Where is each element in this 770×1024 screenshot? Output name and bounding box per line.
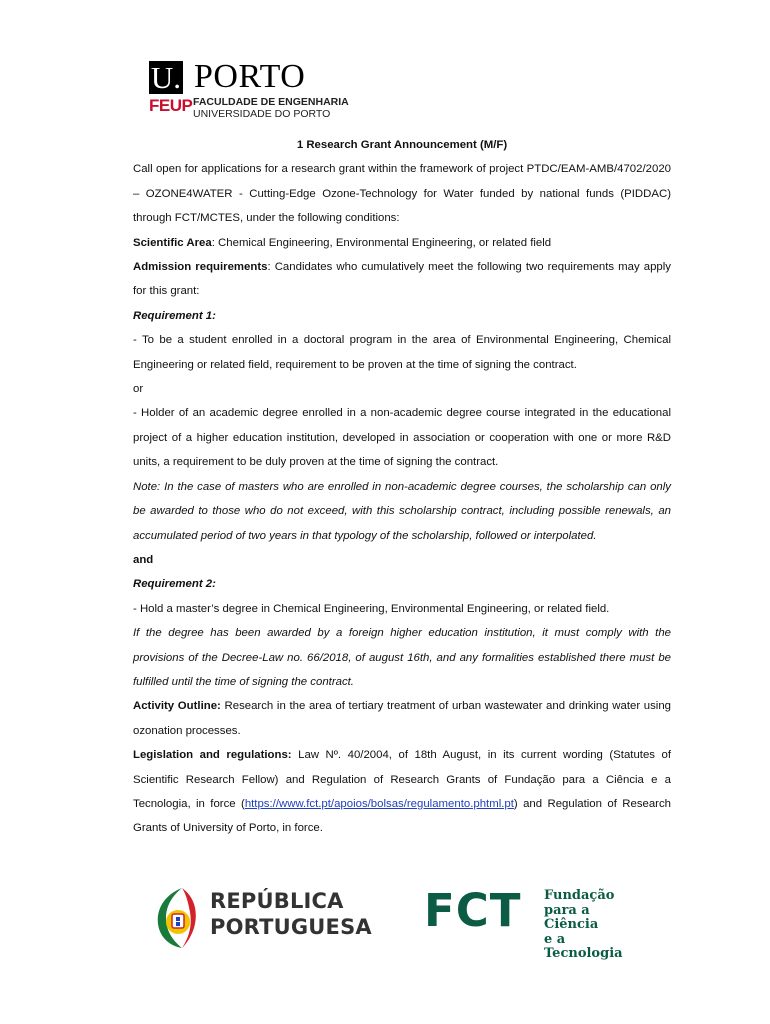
requirement-2-heading: Requirement 2: (133, 578, 216, 591)
document-body (133, 133, 671, 841)
document-title: 1 Research Grant Announcement (M/F) (296, 139, 508, 151)
republica-portuguesa-text (210, 888, 372, 940)
requirement-1-option-b: - Holder of an academic degree enrolled in a non-academic degree course integrated in the educational project of a higher education institution, developed in association or cooperation with one or more R&D units, a requirement to be duly proven at the time of signing the contract. (133, 407, 671, 469)
admission-paragraph (133, 255, 671, 304)
fct-mark: FCT (424, 884, 522, 937)
and-separator: and (133, 553, 154, 566)
rp-line-2: PORTUGUESA (210, 915, 372, 939)
or-separator: or (133, 383, 144, 396)
fct-regulation-link[interactable]: https://www.fct.pt/apoios/bolsas/regulamento.phtml.pt (244, 797, 514, 810)
requirement-1-heading: Requirement 1: (133, 309, 216, 322)
uporto-feup-logo (149, 58, 349, 122)
logo-feup-text: FEUP (149, 96, 193, 115)
scientific-area-text: : Chemical Engineering, Environmental Engineering, or related field (211, 236, 552, 249)
fct-name (544, 889, 644, 962)
requirement-1-option-a: - To be a student enrolled in a doctoral program in the area of Environmental Engineering, Chemical Engineering or related field, requirement to be proven at the time of signing the contract. (133, 334, 671, 371)
admission-label: Admission requirements (133, 261, 268, 274)
activity-outline-paragraph (133, 694, 671, 743)
rp-line-1: REPÚBLICA (210, 889, 344, 913)
scientific-area-label: Scientific Area (133, 236, 212, 249)
admission-text: : Candidates who cumulatively meet the following two requirements may apply for this grant: (133, 261, 671, 298)
legislation-paragraph (133, 743, 671, 841)
activity-outline-label: Activity Outline: (133, 700, 221, 713)
legislation-end-text: ) and Regulation of Research Grants of University of Porto, in force. (133, 797, 672, 835)
logo-university-text: UNIVERSIDADE DO PORTO (193, 108, 331, 120)
fct-name-line-3: e a Tecnologia (544, 931, 623, 961)
fct-name-line-1: Fundação (544, 888, 615, 903)
requirement-1-note: Note: In the case of masters who are enrolled in non-academic degree courses, the scholarship can only be awarded to those who do not exceed, with this scholarship contract, including possible renewals, an accumulated period of two years in that typology of the scholarship, followed or interpolated. (133, 480, 671, 542)
logo-porto-text: PORTO (194, 58, 306, 95)
legislation-text: Law Nº. 40/2004, of 18th August, in its current wording (Statutes of Scientific Research Fellow) and Regulation of Research Grants of Fundação para a Ciência e a Tecnologia, in force ( (133, 749, 671, 810)
activity-outline-text: Research in the area of tertiary treatment of urban wastewater and drinking water using ozonation processes. (133, 700, 672, 737)
legislation-label: Legislation and regulations: (133, 749, 292, 762)
logo-u-letter: U. (150, 60, 182, 95)
requirement-2-note: If the degree has been awarded by a foreign higher education institution, it must comply with the provisions of the Decree-Law no. 66/2018, of august 16th, and any formalities established there must be fulfilled until the time of signing the contract. (133, 627, 671, 688)
intro-paragraph: Call open for applications for a research grant within the framework of project PTDC/EAM-AMB/4702/2020 – OZONE4WATER - Cutting-Edge Ozone-Technology for Water funded by national funds (PIDDAC) through FCT/MCTES, under the following conditions: (133, 163, 671, 225)
fct-name-line-2: para a Ciência (544, 902, 599, 932)
requirement-2-text: - Hold a master’s degree in Chemical Engineering, Environmental Engineering, or related field. (133, 602, 610, 615)
scientific-area-paragraph (133, 231, 671, 255)
fct-logo (424, 884, 644, 961)
portugal-emblem-icon (152, 884, 198, 950)
republica-portuguesa-logo (152, 884, 382, 952)
logo-faculty-text: FACULDADE DE ENGENHARIA (193, 96, 349, 108)
